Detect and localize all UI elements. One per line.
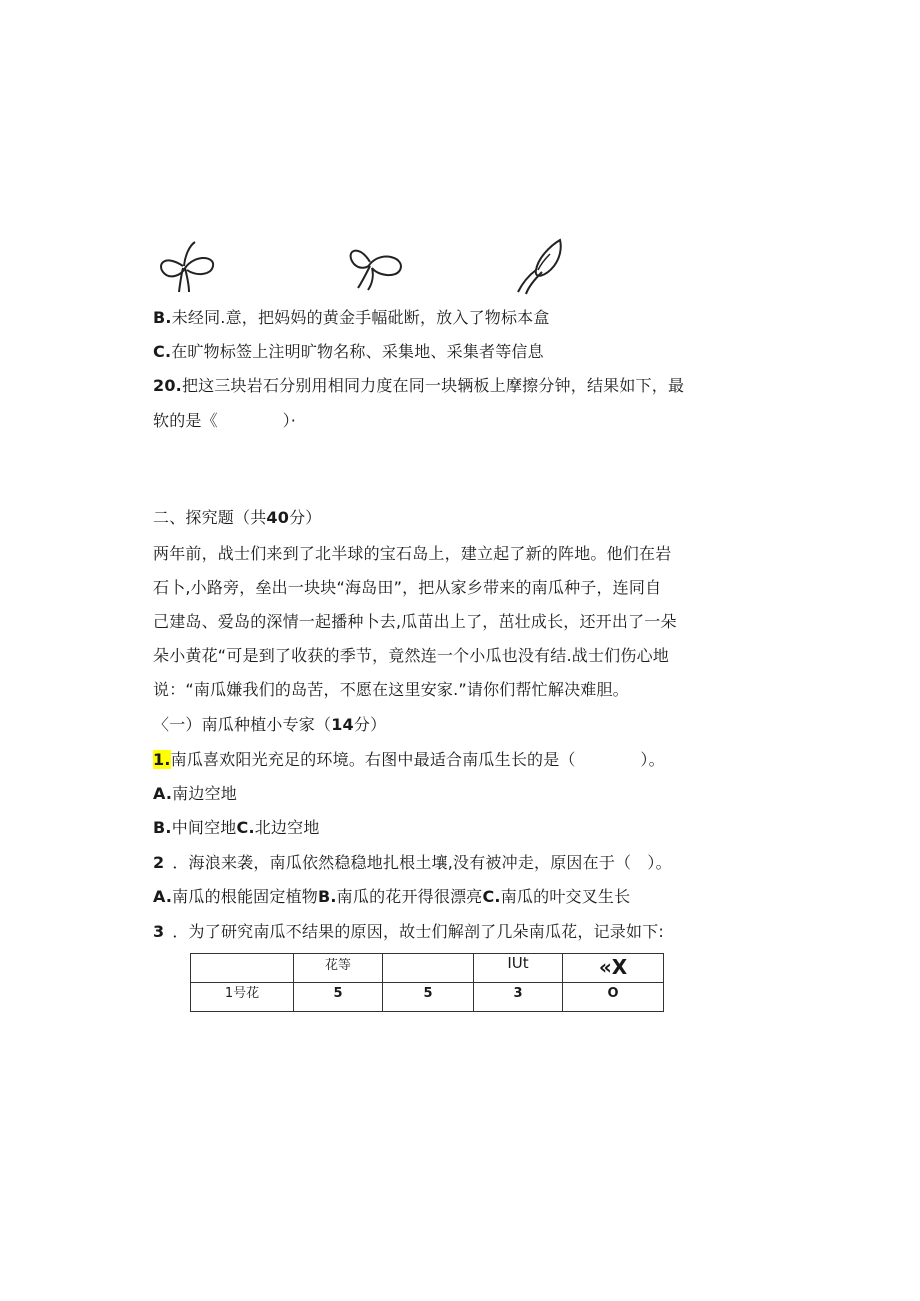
option-text: 未经同.意，把妈妈的黄金手幅砒断，放入了物标本盒	[171, 308, 550, 327]
question-text: ．为了研究南瓜不结果的原因，故士们解剖了几朵南瓜花，记录如下:	[172, 922, 664, 941]
story-line-5: 说：“南瓜嫌我们的岛苦，不愿在这里安家.”请你们帮忙解决难胆。	[153, 680, 629, 699]
option-letter: B.	[153, 308, 172, 327]
table-header-row	[191, 954, 664, 983]
q1-option-bc: B.中间空地C.北边空地	[153, 818, 320, 837]
question-text: 把这三块岩石分别用相同力度在同一块辆板上摩擦分钟，结果如下，最	[181, 376, 685, 395]
question-1	[153, 749, 665, 771]
question-number: 1.	[153, 750, 171, 769]
option-text: 在旷物标签上注明旷物名称、采集地、采集者等信息	[171, 342, 544, 361]
flower-record-table	[190, 953, 664, 1012]
question-text: 软的是《 ）·	[153, 411, 297, 430]
sketch-figure-2	[340, 236, 410, 296]
story-line-1: 两年前，战士们来到了北半球的宝石岛上，建立起了新的阵地。他们在岩	[153, 544, 672, 563]
story-line-4: 朵小黄花“可是到了收获的季节，竟然连一个小瓜也没有结.战士们伤心地	[153, 646, 669, 665]
question-text: ．海浪来袭，南瓜依然稳稳地扎根土壤,没有被冲走，原因在于（ ）。	[172, 853, 672, 872]
section-title: 二、探究题（共40分）	[153, 508, 322, 527]
option-c-prev	[153, 341, 544, 363]
q2-options: A.南瓜的根能固定植物B.南瓜的花开得很漂亮C.南瓜的叶交叉生长	[153, 887, 631, 906]
question-3	[153, 921, 664, 943]
question-20	[153, 375, 684, 397]
sketch-figure-3	[512, 236, 582, 296]
question-text: 南瓜喜欢阳光充足的环境。右图中最适合南瓜生长的是（ ）。	[170, 750, 665, 769]
question-number: 2	[153, 853, 165, 872]
question-20-cont	[153, 410, 296, 432]
table-row	[191, 983, 664, 1012]
table-cell: 1号花	[191, 983, 294, 1012]
question-number: 20.	[153, 376, 182, 395]
q1-option-a: A.南边空地	[153, 784, 237, 803]
table-cell: 5	[383, 983, 474, 1012]
question-2	[153, 852, 672, 874]
story-line-2: 石卜,小路旁，垒出一块块“海岛田”，把从家乡带来的南瓜种子，连同自	[153, 578, 662, 597]
subsection-title: 〈一）南瓜种植小专家（14分）	[153, 715, 387, 734]
question-number: 3	[153, 922, 165, 941]
table-cell: IUt	[474, 954, 563, 983]
table-cell	[191, 954, 294, 983]
sketch-figure-1	[155, 236, 225, 296]
table-cell: O	[563, 983, 664, 1012]
option-letter: C.	[153, 342, 172, 361]
table-cell: 5	[294, 983, 383, 1012]
table-cell	[383, 954, 474, 983]
story-line-3: 己建岛、爱岛的深情一起播种卜去,瓜苗出上了，茁壮成长，还开出了一朵	[153, 612, 677, 631]
table-cell: «X	[563, 954, 664, 983]
table-cell: 3	[474, 983, 563, 1012]
table-cell: 花等	[294, 954, 383, 983]
option-b-prev	[153, 307, 550, 329]
